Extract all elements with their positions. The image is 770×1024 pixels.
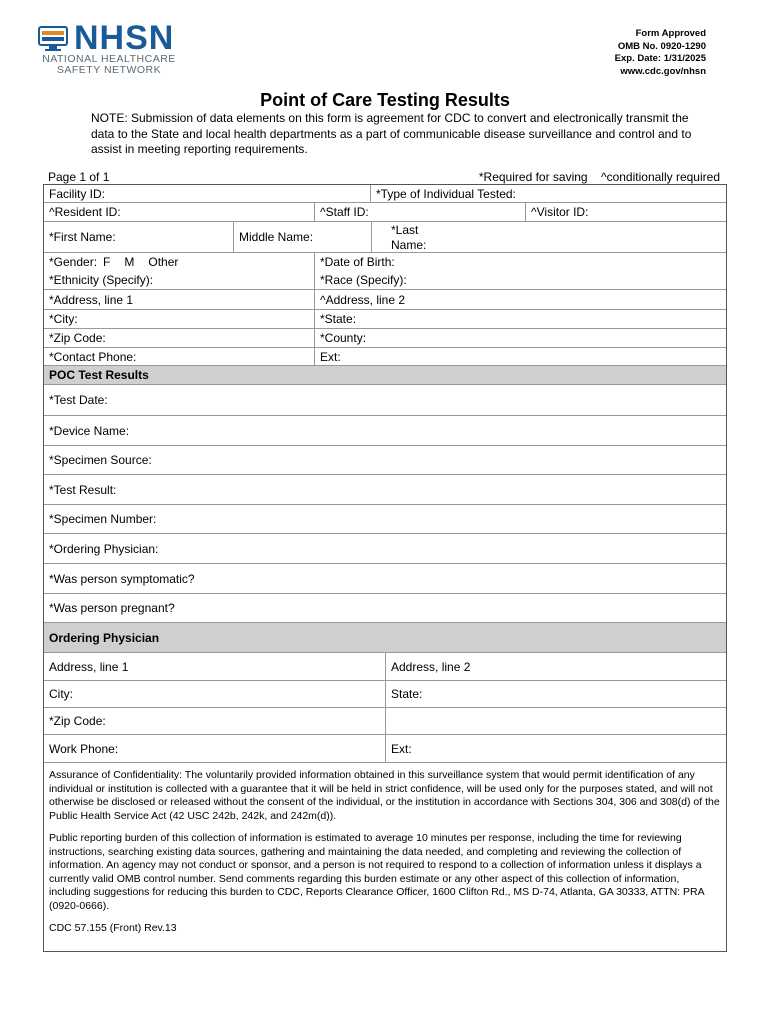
form-number: CDC 57.155 (Front) Rev.13 [49, 922, 177, 934]
nhsn-url[interactable]: www.cdc.gov/nhsn [620, 65, 706, 77]
form-row [44, 416, 726, 446]
physician-ext-field[interactable]: Ext: [391, 741, 412, 756]
logo-sub-line1: NATIONAL HEALTHCARE [42, 53, 176, 65]
form-row [44, 446, 726, 475]
physician-zip-field[interactable]: *Zip Code: [44, 708, 386, 734]
form-row [44, 735, 726, 763]
logo-text: NHSN [74, 19, 175, 57]
state-field[interactable]: *State: [320, 312, 357, 326]
ethnicity-field[interactable]: *Ethnicity (Specify): [44, 271, 315, 289]
form-row [44, 253, 726, 271]
form-row [44, 653, 726, 681]
address1-field[interactable]: *Address, line 1 [44, 290, 315, 309]
specimen-number-field[interactable]: *Specimen Number: [49, 512, 157, 526]
ordering-physician-field[interactable]: *Ordering Physician: [49, 541, 159, 556]
county-field[interactable]: *County: [320, 331, 367, 345]
page-number: Page 1 of 1 [48, 170, 110, 184]
logo-sub-line2: SAFETY NETWORK [56, 64, 162, 76]
physician-section-header [44, 623, 726, 653]
test-result-field[interactable]: *Test Result: [49, 482, 117, 497]
form-row [44, 681, 726, 708]
monitor-icon [38, 26, 68, 52]
gender-field[interactable]: *Gender: F M Other [44, 253, 315, 271]
form-row [44, 290, 726, 310]
gender-option-other[interactable]: Other [148, 255, 179, 269]
zip-field[interactable]: *Zip Code: [44, 329, 315, 347]
form-row [44, 329, 726, 348]
last-name-field[interactable]: *Last Name: [391, 223, 427, 252]
symptomatic-field[interactable]: *Was person symptomatic? [49, 571, 195, 586]
pregnant-field[interactable]: *Was person pregnant? [49, 601, 175, 615]
form-row [44, 505, 726, 534]
page-title: Point of Care Testing Results [260, 90, 510, 110]
physician-address1-field[interactable]: Address, line 1 [44, 653, 386, 680]
confidentiality-statement: Assurance of Confidentiality: The voluntarily provided information obtained in this surveillance system that would permit identification of any individual or institution is collected with a guarantee that it will be held in strict confidence, will be used only for the purposes stated, and will not otherwise be disclosed or released without the consent of the individual, or the institution in accordance with Sections 304, 306 and 308(d) of the Public Health Service Act (42 USC 242b, 242k, and 242m(d)). [49, 769, 720, 822]
omb-number: OMB No. 0920-1290 [617, 40, 706, 52]
staff-id-field[interactable]: ^Staff ID: [315, 203, 526, 221]
form-row [44, 385, 726, 416]
required-legend [469, 170, 720, 184]
physician-section-title: Ordering Physician [49, 630, 160, 645]
form-row [44, 564, 726, 594]
physician-state-field[interactable]: State: [391, 687, 423, 701]
type-individual-field[interactable]: *Type of Individual Tested: [376, 186, 516, 201]
nhsn-logo [38, 19, 188, 80]
gender-option-f[interactable]: F [103, 255, 111, 269]
poc-section-title: POC Test Results [49, 368, 149, 382]
form-approval-info [615, 28, 706, 78]
device-name-field[interactable]: *Device Name: [49, 423, 130, 438]
gender-option-m[interactable]: M [124, 255, 135, 269]
form-row [44, 475, 726, 505]
phone-ext-field[interactable]: Ext: [320, 349, 341, 364]
page-info-row [48, 170, 720, 184]
burden-statement: Public reporting burden of this collection of information is estimated to average 10 minutes per response, including the time for reviewing instructions, searching existing data sources, gathering and maintaining the data needed, and completing and reviewing the collection of information. An agency may not conduct or sponsor, and a person is not required to respond to a collection of information unless it displays a currently valid OMB control number. Send comments regarding this burden estimate or any other aspect of this collection of information, including suggestions for reducing this burden to CDC, Reports Clearance Officer, 1600 Clifton Rd., MS D-74, Atlanta, GA 30333, ATTN: PRA (0920-0666). [49, 832, 705, 912]
form-row [44, 203, 726, 222]
contact-phone-field[interactable]: *Contact Phone: [44, 348, 315, 365]
form-approved-label: Form Approved [635, 28, 706, 39]
physician-zip-blank[interactable] [386, 708, 726, 734]
conditional-legend: ^conditionally required [600, 170, 720, 184]
form-row [44, 534, 726, 564]
form-row [44, 185, 726, 203]
expiration-date: Exp. Date: 1/31/2025 [614, 53, 706, 64]
form-row [44, 222, 726, 253]
submission-note: NOTE: Submission of data elements on this form is agreement for CDC to convert and electronically transmit the data to the State and local health departments as a part of communicable disease surveillance and control and to assist in meeting reporting requirements. [91, 111, 692, 156]
visitor-id-field[interactable]: ^Visitor ID: [531, 205, 589, 219]
footer-block [44, 763, 726, 951]
form-row [44, 348, 726, 366]
footer-text [44, 763, 726, 936]
test-date-field[interactable]: *Test Date: [49, 393, 108, 407]
specimen-source-field[interactable]: *Specimen Source: [49, 453, 152, 467]
poc-form [43, 184, 727, 952]
physician-address2-field[interactable]: Address, line 2 [391, 659, 471, 674]
required-saving-legend: *Required for saving [478, 170, 588, 184]
first-name-field[interactable]: *First Name: [44, 222, 234, 252]
form-row [44, 271, 726, 290]
logo-subtitle [38, 54, 180, 76]
facility-id-field[interactable]: Facility ID: [44, 185, 371, 202]
form-row [44, 594, 726, 623]
physician-work-phone-field[interactable]: Work Phone: [44, 735, 386, 762]
form-row [44, 310, 726, 329]
address2-field[interactable]: ^Address, line 2 [320, 292, 406, 307]
race-field[interactable]: *Race (Specify): [320, 273, 407, 287]
physician-city-field[interactable]: City: [44, 681, 386, 707]
form-row [44, 708, 726, 735]
poc-section-header [44, 366, 726, 385]
middle-name-field[interactable]: Middle Name: [234, 222, 372, 252]
dob-field[interactable]: *Date of Birth: [320, 255, 395, 269]
resident-id-field[interactable]: ^Resident ID: [44, 203, 315, 221]
city-field[interactable]: *City: [44, 310, 315, 328]
